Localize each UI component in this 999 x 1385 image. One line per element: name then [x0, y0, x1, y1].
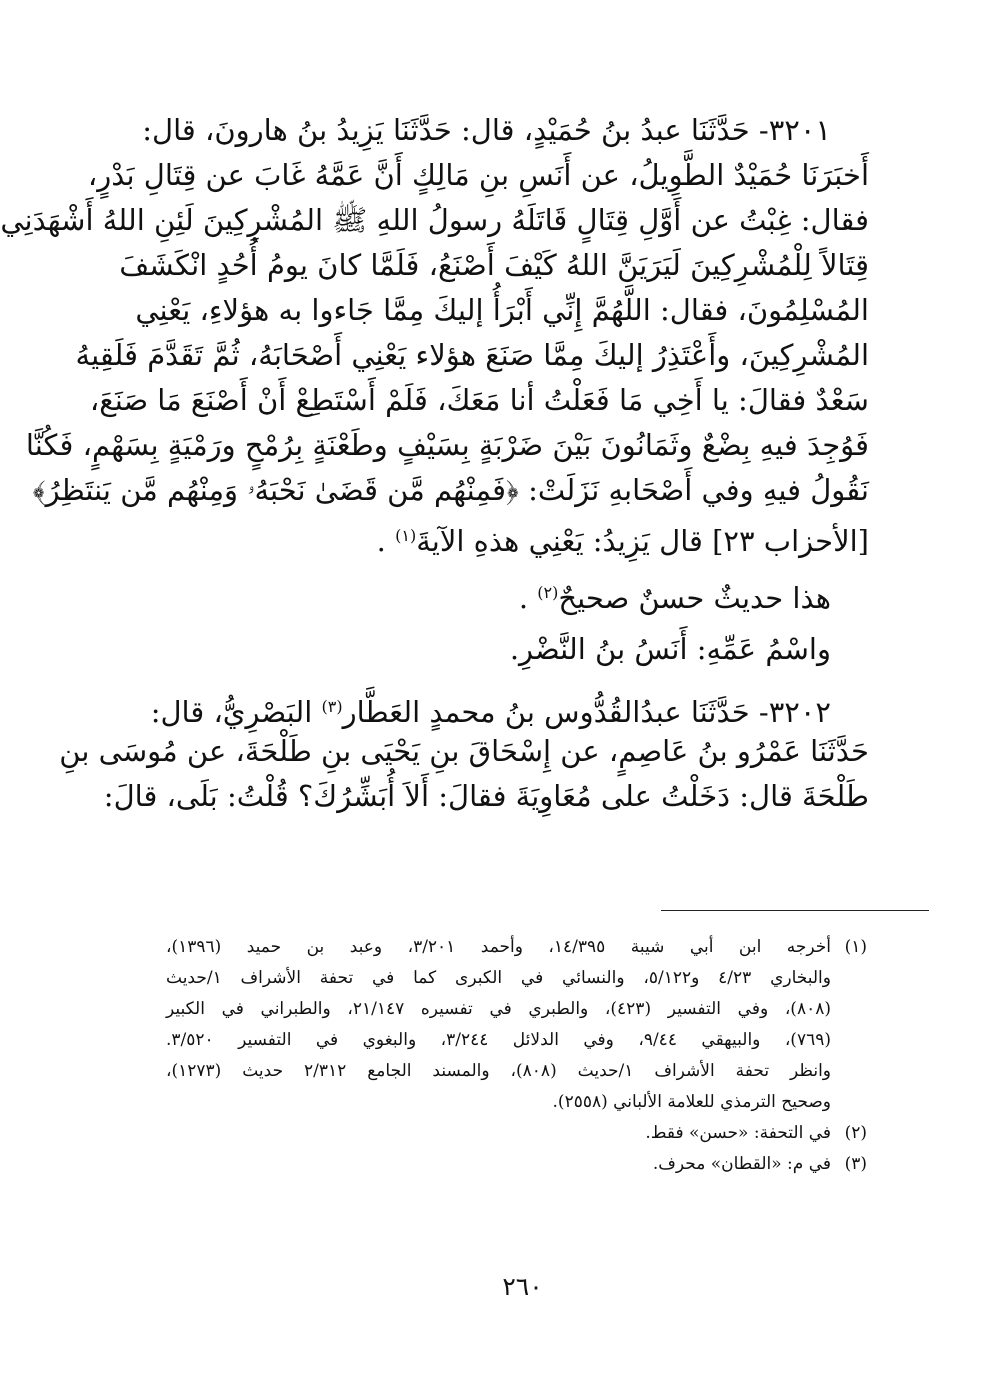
footnote-line: وصحيح الترمذي للعلامة الألباني (٢٥٥٨).	[552, 1092, 831, 1112]
hadith-3202-line-b: البَصْرِيُّ، قال:	[150, 695, 322, 729]
verdict-line	[178, 570, 869, 615]
verdict-text: هذا حديثٌ حسنٌ صحيحٌ	[558, 581, 831, 615]
footnote-line: (٧٦٩)، والبيهقي ٩/٤٤، وفي الدلائل ٣/٢٤٤، والبغوي في التفسير ٣/٥٢٠.	[166, 1030, 831, 1050]
hadith-3201-line: [الأحزاب ٢٣] قال يَزِيدُ: يَعْنِي هذهِ الآيةَ	[416, 524, 869, 558]
footnote-line: وانظر تحفة الأشراف ١/حديث (٨٠٨)، والمسند الجامع ٢/٣١٢ حديث (١٢٧٣)،	[166, 1061, 832, 1081]
footnote-number: (٣)	[844, 1154, 867, 1174]
footnote-number: (٢)	[844, 1123, 867, 1143]
hadith-3202-line-a: ٣٢٠٢- حَدَّثَنَا عبدُالقُدُّوس بنُ محمدٍ العَطَّار	[342, 695, 831, 729]
footnote-divider	[661, 910, 929, 911]
footnote-line: والبخاري ٤/٢٣ و٥/١٢٢، والنسائي في الكبرى كما في تحفة الأشراف ١/حديث	[166, 968, 831, 988]
footnote-1	[166, 932, 867, 1118]
page-number: ٢٦٠	[502, 1272, 543, 1301]
hadith-3202-line: طَلْحَةَ قال: دَخَلْتُ على مُعَاوِيَةَ فقالَ: أَلاَ أُبَشِّرُكَ؟ قُلْتُ: بَلَى، قالَ:	[103, 779, 869, 813]
hadith-3201-line: نَقُولُ فيهِ وفي أَصْحَابهِ نَزَلَتْ: ﴿فَمِنْهُم مَّن قَضَىٰ نَحْبَهُۥ وَمِنْهُم مَّن يَنتَظِرُ﴾	[32, 473, 869, 507]
line-end-mark: .	[376, 524, 396, 558]
main-text	[0, 108, 869, 819]
footnote-3	[166, 1149, 867, 1180]
hadith-3201-line: المُسْلِمُونَ، فقال: اللَّهُمَّ إِنِّي أَبْرَأُ إليكَ مِمَّا جَاءوا به هؤلاءِ، يَعْنِي	[135, 293, 869, 327]
line-end-mark: .	[518, 581, 538, 615]
footnote-ref-1: (١)	[395, 526, 417, 545]
footnote-line: في التحفة: «حسن» فقط.	[645, 1123, 831, 1143]
name-line: واسْمُ عَمِّهِ: أَنَسُ بنُ النَّضْرِ.	[509, 632, 831, 666]
hadith-3201-line: أَخبَرَنَا حُمَيْدٌ الطَّوِيلُ، عن أَنَسِ بنِ مَالِكٍ أَنَّ عَمَّهُ غَابَ عن قِتَالِ بَدْرٍ،	[87, 158, 869, 192]
hadith-3201-line: فَوُجِدَ فيهِ بِضْعٌ وثَمَانُونَ بَيْنَ ضَرْبَةٍ بِسَيْفٍ وطَعْنَةٍ بِرُمْحٍ ورَمْيَةٍ بِسَهْمٍ، فَكُنَّا	[25, 428, 869, 462]
footnote-2	[166, 1118, 867, 1149]
footnote-number: (١)	[844, 937, 867, 957]
hadith-3201-line: فقال: غِبْتُ عن أَوَّلِ قِتَالٍ قَاتَلَهُ رسولُ اللهِ ﷺ المُشْرِكِينَ لَئِنِ اللهُ أَشْهَدَنِي	[0, 203, 869, 237]
footnote-line: أخرجه ابن أبي شيبة ١٤/٣٩٥، وأحمد ٣/٢٠١، وعبد بن حميد (١٣٩٦)،	[166, 937, 831, 957]
footnote-line: في م: «القطان» محرف.	[652, 1154, 831, 1174]
hadith-3202-line: حَدَّثَنَا عَمْرُو بنُ عَاصِمٍ، عن إِسْحَاقَ بنِ يَحْيَى بنِ طَلْحَةَ، عن مُوسَى بنِ	[59, 734, 869, 768]
hadith-3201-line: قِتَالاً لِلْمُشْرِكِينَ لَيَرَيَنَّ اللهُ كَيْفَ أَصْنَعُ، فَلَمَّا كانَ يومُ أُحُدٍ انْكَشَفَ	[119, 248, 869, 282]
footnotes	[166, 932, 867, 1180]
footnote-line: (٨٠٨)، وفي التفسير (٤٢٣)، والطبري في تفسيره ٢١/١٤٧، والطبراني في الكبير	[166, 999, 831, 1019]
hadith-3201-line: سَعْدٌ فقالَ: يا أَخِي مَا فَعَلْتُ أنا مَعَكَ، فَلَمْ أَسْتَطِعْ أَنْ أَصْنَعَ مَا صَنَعَ،	[89, 383, 869, 417]
hadith-3201-last-line	[178, 513, 869, 558]
hadith-3201-line: ٣٢٠١- حَدَّثَنَا عبدُ بنُ حُمَيْدٍ، قال: حَدَّثَنَا يَزِيدُ بنُ هارونَ، قال:	[142, 113, 831, 147]
hadith-3202-first-line	[150, 684, 869, 729]
hadith-3201-line: المُشْرِكِينَ، وأَعْتَذِرُ إليكَ مِمَّا صَنَعَ هؤلاء يَعْنِي أَصْحَابَهُ، ثُمَّ تَقَدَّمَ فَلَقِيهُ	[75, 338, 869, 372]
footnote-ref-2: (٢)	[537, 583, 559, 602]
footnote-ref-3: (٣)	[321, 697, 343, 716]
